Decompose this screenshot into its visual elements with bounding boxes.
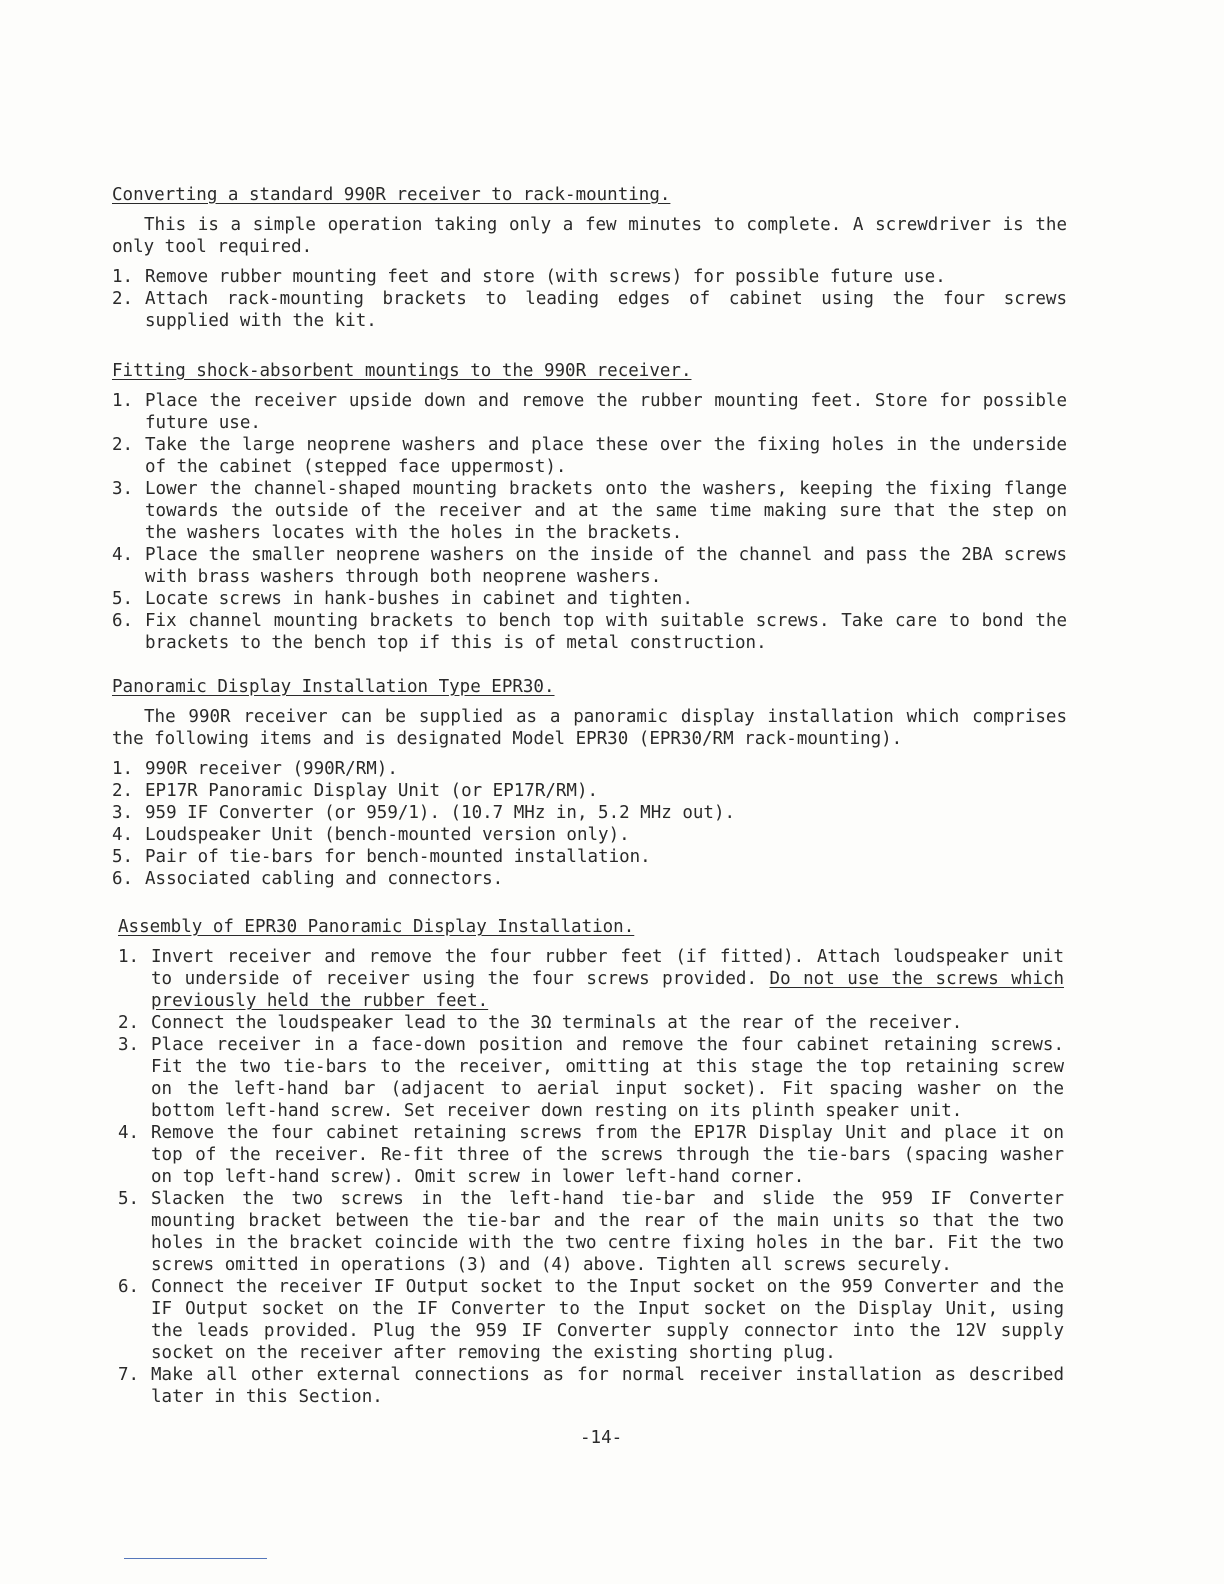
list-item: 3. Place receiver in a face-down position and remove the four cabinet retaining screws. Fit the two tie-bars to the receiver, omitting at this stage the top retaining screw on the left-hand bar (adjacent to aerial input socket). Fit spacing washer on the bottom left-hand screw. Set receiver down resting on its plinth speaker unit.: [118, 1035, 1064, 1121]
list-item: 3. 959 IF Converter (or 959/1). (10.7 MHz in, 5.2 MHz out).: [112, 803, 736, 823]
paragraph: The 990R receiver can be supplied as a panoramic display installation which comprises the following items and is designated Model EPR30 (EPR30/RM rack-mounting).: [112, 707, 1067, 749]
numbered-list: [112, 390, 1067, 654]
underlined-warning: Do not use the screws which previously held the rubber feet.: [151, 969, 1064, 1011]
list-item: 6. Fix channel mounting brackets to bench top with suitable screws. Take care to bond the brackets to the bench top if this is of metal construction.: [112, 611, 1067, 653]
list-item: 5. Locate screws in hank-bushes in cabinet and tighten.: [112, 589, 693, 609]
list-item: 2. Attach rack-mounting brackets to leading edges of cabinet using the four screws supplied with the kit.: [112, 289, 1067, 331]
list-item: 2. EP17R Panoramic Display Unit (or EP17R/RM).: [112, 781, 599, 801]
list-item: 7. Make all other external connections as for normal receiver installation as described later in this Section.: [118, 1365, 1064, 1407]
list-item: 1. Invert receiver and remove the four rubber feet (if fitted). Attach loudspeaker unit to underside of receiver using the four screws provided. Do not use the screws which previously held the rubber feet.: [118, 947, 1064, 1011]
list-item: 1. Place the receiver upside down and remove the rubber mounting feet. Store for possible future use.: [112, 391, 1067, 433]
numbered-list: [112, 758, 1067, 890]
section-rack-mounting: [112, 184, 1067, 332]
section-panoramic-display: [112, 676, 1067, 890]
section-heading: Panoramic Display Installation Type EPR30.: [112, 677, 555, 697]
section-heading: Converting a standard 990R receiver to rack-mounting.: [112, 185, 671, 205]
list-item: 4. Place the smaller neoprene washers on the inside of the channel and pass the 2BA screws with brass washers through both neoprene washers.: [112, 545, 1067, 587]
list-item: 4. Loudspeaker Unit (bench-mounted version only).: [112, 825, 630, 845]
list-item: 2. Connect the loudspeaker lead to the 3Ω terminals at the rear of the receiver.: [118, 1013, 963, 1033]
section-heading: Fitting shock-absorbent mountings to the 990R receiver.: [112, 361, 692, 381]
footer-rule: [124, 1558, 267, 1559]
section-assembly: [118, 916, 1064, 1408]
list-item: 1. 990R receiver (990R/RM).: [112, 759, 398, 779]
numbered-list: [112, 266, 1067, 332]
list-item: 5. Pair of tie-bars for bench-mounted installation.: [112, 847, 651, 867]
list-item: 6. Associated cabling and connectors.: [112, 869, 504, 889]
list-item: 6. Connect the receiver IF Output socket to the Input socket on the 959 Converter and the IF Output socket on the IF Converter to the Input socket on the Display Unit, using the leads provided. Plug the 959 IF Converter supply connector into the 12V supply socket on the receiver after removing the existing shorting plug.: [118, 1277, 1064, 1363]
list-item: 3. Lower the channel-shaped mounting brackets onto the washers, keeping the fixing flange towards the outside of the receiver and at the same time making sure that the step on the washers locates with the holes in the brackets.: [112, 479, 1067, 543]
section-heading: Assembly of EPR30 Panoramic Display Installation.: [118, 917, 635, 937]
paragraph: This is a simple operation taking only a few minutes to complete. A screwdriver is the only tool required.: [112, 215, 1067, 257]
list-item: 1. Remove rubber mounting feet and store (with screws) for possible future use.: [112, 267, 946, 287]
list-item: 5. Slacken the two screws in the left-hand tie-bar and slide the 959 IF Converter mounting bracket between the tie-bar and the rear of the main units so that the two holes in the bracket coincide with the two centre fixing holes in the bar. Fit the two screws omitted in operations (3) and (4) above. Tighten all screws securely.: [118, 1189, 1064, 1275]
list-item: 4. Remove the four cabinet retaining screws from the EP17R Display Unit and place it on top of the receiver. Re-fit three of the screws through the tie-bars (spacing washer on top left-hand screw). Omit screw in lower left-hand corner.: [118, 1123, 1064, 1187]
list-item: 2. Take the large neoprene washers and place these over the fixing holes in the underside of the cabinet (stepped face uppermost).: [112, 435, 1067, 477]
section-shock-mountings: [112, 360, 1067, 654]
page-number: -14-: [580, 1428, 623, 1448]
numbered-list: [118, 946, 1064, 1408]
